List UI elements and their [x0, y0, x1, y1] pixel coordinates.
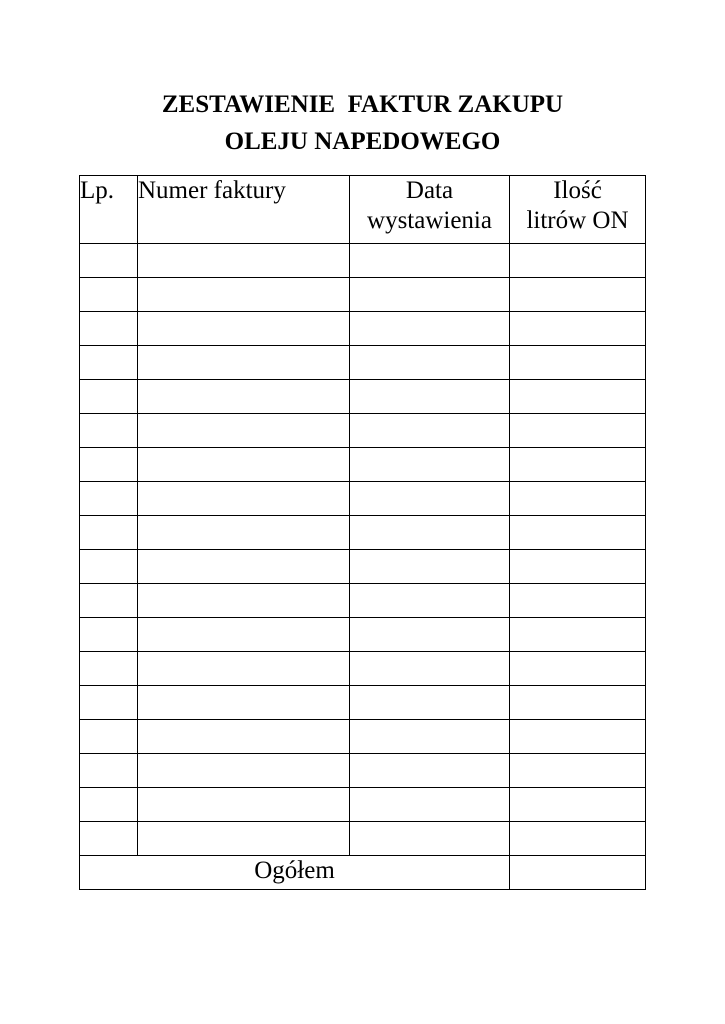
cell-invoice-number[interactable]: [138, 312, 350, 346]
document-title-line-1: ZESTAWIENIE FAKTUR ZAKUPU: [161, 91, 564, 118]
cell-lp[interactable]: [80, 822, 138, 856]
cell-quantity[interactable]: [510, 516, 646, 550]
cell-issue-date[interactable]: [350, 822, 510, 856]
cell-issue-date[interactable]: [350, 584, 510, 618]
table-row: [80, 652, 646, 686]
cell-quantity[interactable]: [510, 312, 646, 346]
cell-invoice-number[interactable]: [138, 414, 350, 448]
cell-invoice-number[interactable]: [138, 618, 350, 652]
cell-lp[interactable]: [80, 788, 138, 822]
table-row: [80, 278, 646, 312]
cell-quantity[interactable]: [510, 618, 646, 652]
cell-quantity[interactable]: [510, 346, 646, 380]
cell-lp[interactable]: [80, 686, 138, 720]
header-issue-date-line-2: wystawienia: [367, 207, 492, 234]
table-row: [80, 244, 646, 278]
table-row: [80, 414, 646, 448]
table-row: [80, 822, 646, 856]
cell-invoice-number[interactable]: [138, 788, 350, 822]
cell-lp[interactable]: [80, 448, 138, 482]
table-row: [80, 346, 646, 380]
cell-invoice-number[interactable]: [138, 482, 350, 516]
table-row: [80, 516, 646, 550]
cell-issue-date[interactable]: [350, 278, 510, 312]
cell-quantity[interactable]: [510, 448, 646, 482]
table-row: [80, 618, 646, 652]
cell-invoice-number[interactable]: [138, 346, 350, 380]
header-quantity: [510, 176, 646, 244]
cell-invoice-number[interactable]: [138, 244, 350, 278]
cell-quantity[interactable]: [510, 754, 646, 788]
table-row: [80, 482, 646, 516]
cell-invoice-number[interactable]: [138, 652, 350, 686]
table-row: [80, 312, 646, 346]
cell-issue-date[interactable]: [350, 516, 510, 550]
cell-issue-date[interactable]: [350, 482, 510, 516]
cell-issue-date[interactable]: [350, 244, 510, 278]
cell-issue-date[interactable]: [350, 652, 510, 686]
cell-issue-date[interactable]: [350, 618, 510, 652]
cell-invoice-number[interactable]: [138, 278, 350, 312]
cell-issue-date[interactable]: [350, 380, 510, 414]
cell-quantity[interactable]: [510, 278, 646, 312]
cell-issue-date[interactable]: [350, 346, 510, 380]
cell-quantity[interactable]: [510, 822, 646, 856]
table-row: [80, 448, 646, 482]
table-row: [80, 550, 646, 584]
header-issue-date: [350, 176, 510, 244]
table-body: [80, 244, 646, 856]
cell-lp[interactable]: [80, 516, 138, 550]
cell-lp[interactable]: [80, 550, 138, 584]
cell-quantity[interactable]: [510, 686, 646, 720]
total-value-cell[interactable]: [510, 856, 646, 890]
cell-quantity[interactable]: [510, 550, 646, 584]
cell-issue-date[interactable]: [350, 686, 510, 720]
cell-invoice-number[interactable]: [138, 516, 350, 550]
cell-quantity[interactable]: [510, 244, 646, 278]
table-header-row: [80, 176, 646, 244]
cell-quantity[interactable]: [510, 788, 646, 822]
total-label: Ogółem: [80, 856, 510, 890]
table-row: [80, 380, 646, 414]
cell-invoice-number[interactable]: [138, 720, 350, 754]
table-row: [80, 686, 646, 720]
document-title-line-2: OLEJU NAPEDOWEGO: [224, 128, 501, 155]
cell-invoice-number[interactable]: [138, 380, 350, 414]
cell-issue-date[interactable]: [350, 448, 510, 482]
cell-lp[interactable]: [80, 482, 138, 516]
cell-lp[interactable]: [80, 584, 138, 618]
cell-lp[interactable]: [80, 652, 138, 686]
cell-lp[interactable]: [80, 618, 138, 652]
table-row: [80, 754, 646, 788]
cell-issue-date[interactable]: [350, 550, 510, 584]
cell-issue-date[interactable]: [350, 720, 510, 754]
cell-quantity[interactable]: [510, 380, 646, 414]
cell-issue-date[interactable]: [350, 312, 510, 346]
cell-lp[interactable]: [80, 414, 138, 448]
cell-lp[interactable]: [80, 346, 138, 380]
cell-invoice-number[interactable]: [138, 822, 350, 856]
header-lp: Lp.: [80, 176, 138, 244]
cell-invoice-number[interactable]: [138, 686, 350, 720]
cell-lp[interactable]: [80, 278, 138, 312]
cell-quantity[interactable]: [510, 584, 646, 618]
total-row: [80, 856, 646, 890]
cell-quantity[interactable]: [510, 720, 646, 754]
header-issue-date-line-1: Data: [405, 177, 454, 204]
cell-lp[interactable]: [80, 244, 138, 278]
cell-lp[interactable]: [80, 720, 138, 754]
cell-lp[interactable]: [80, 754, 138, 788]
cell-issue-date[interactable]: [350, 414, 510, 448]
cell-quantity[interactable]: [510, 482, 646, 516]
table-row: [80, 584, 646, 618]
cell-quantity[interactable]: [510, 414, 646, 448]
cell-invoice-number[interactable]: [138, 584, 350, 618]
table-row: [80, 788, 646, 822]
header-invoice-number: Numer faktury: [138, 176, 350, 244]
table-row: [80, 720, 646, 754]
header-quantity-line-2: litrów ON: [526, 207, 629, 234]
cell-quantity[interactable]: [510, 652, 646, 686]
cell-lp[interactable]: [80, 312, 138, 346]
invoice-table: [79, 175, 646, 890]
cell-issue-date[interactable]: [350, 788, 510, 822]
cell-invoice-number[interactable]: [138, 550, 350, 584]
cell-invoice-number[interactable]: [138, 754, 350, 788]
cell-lp[interactable]: [80, 380, 138, 414]
header-quantity-line-1: Ilość: [553, 177, 602, 204]
cell-invoice-number[interactable]: [138, 448, 350, 482]
cell-issue-date[interactable]: [350, 754, 510, 788]
